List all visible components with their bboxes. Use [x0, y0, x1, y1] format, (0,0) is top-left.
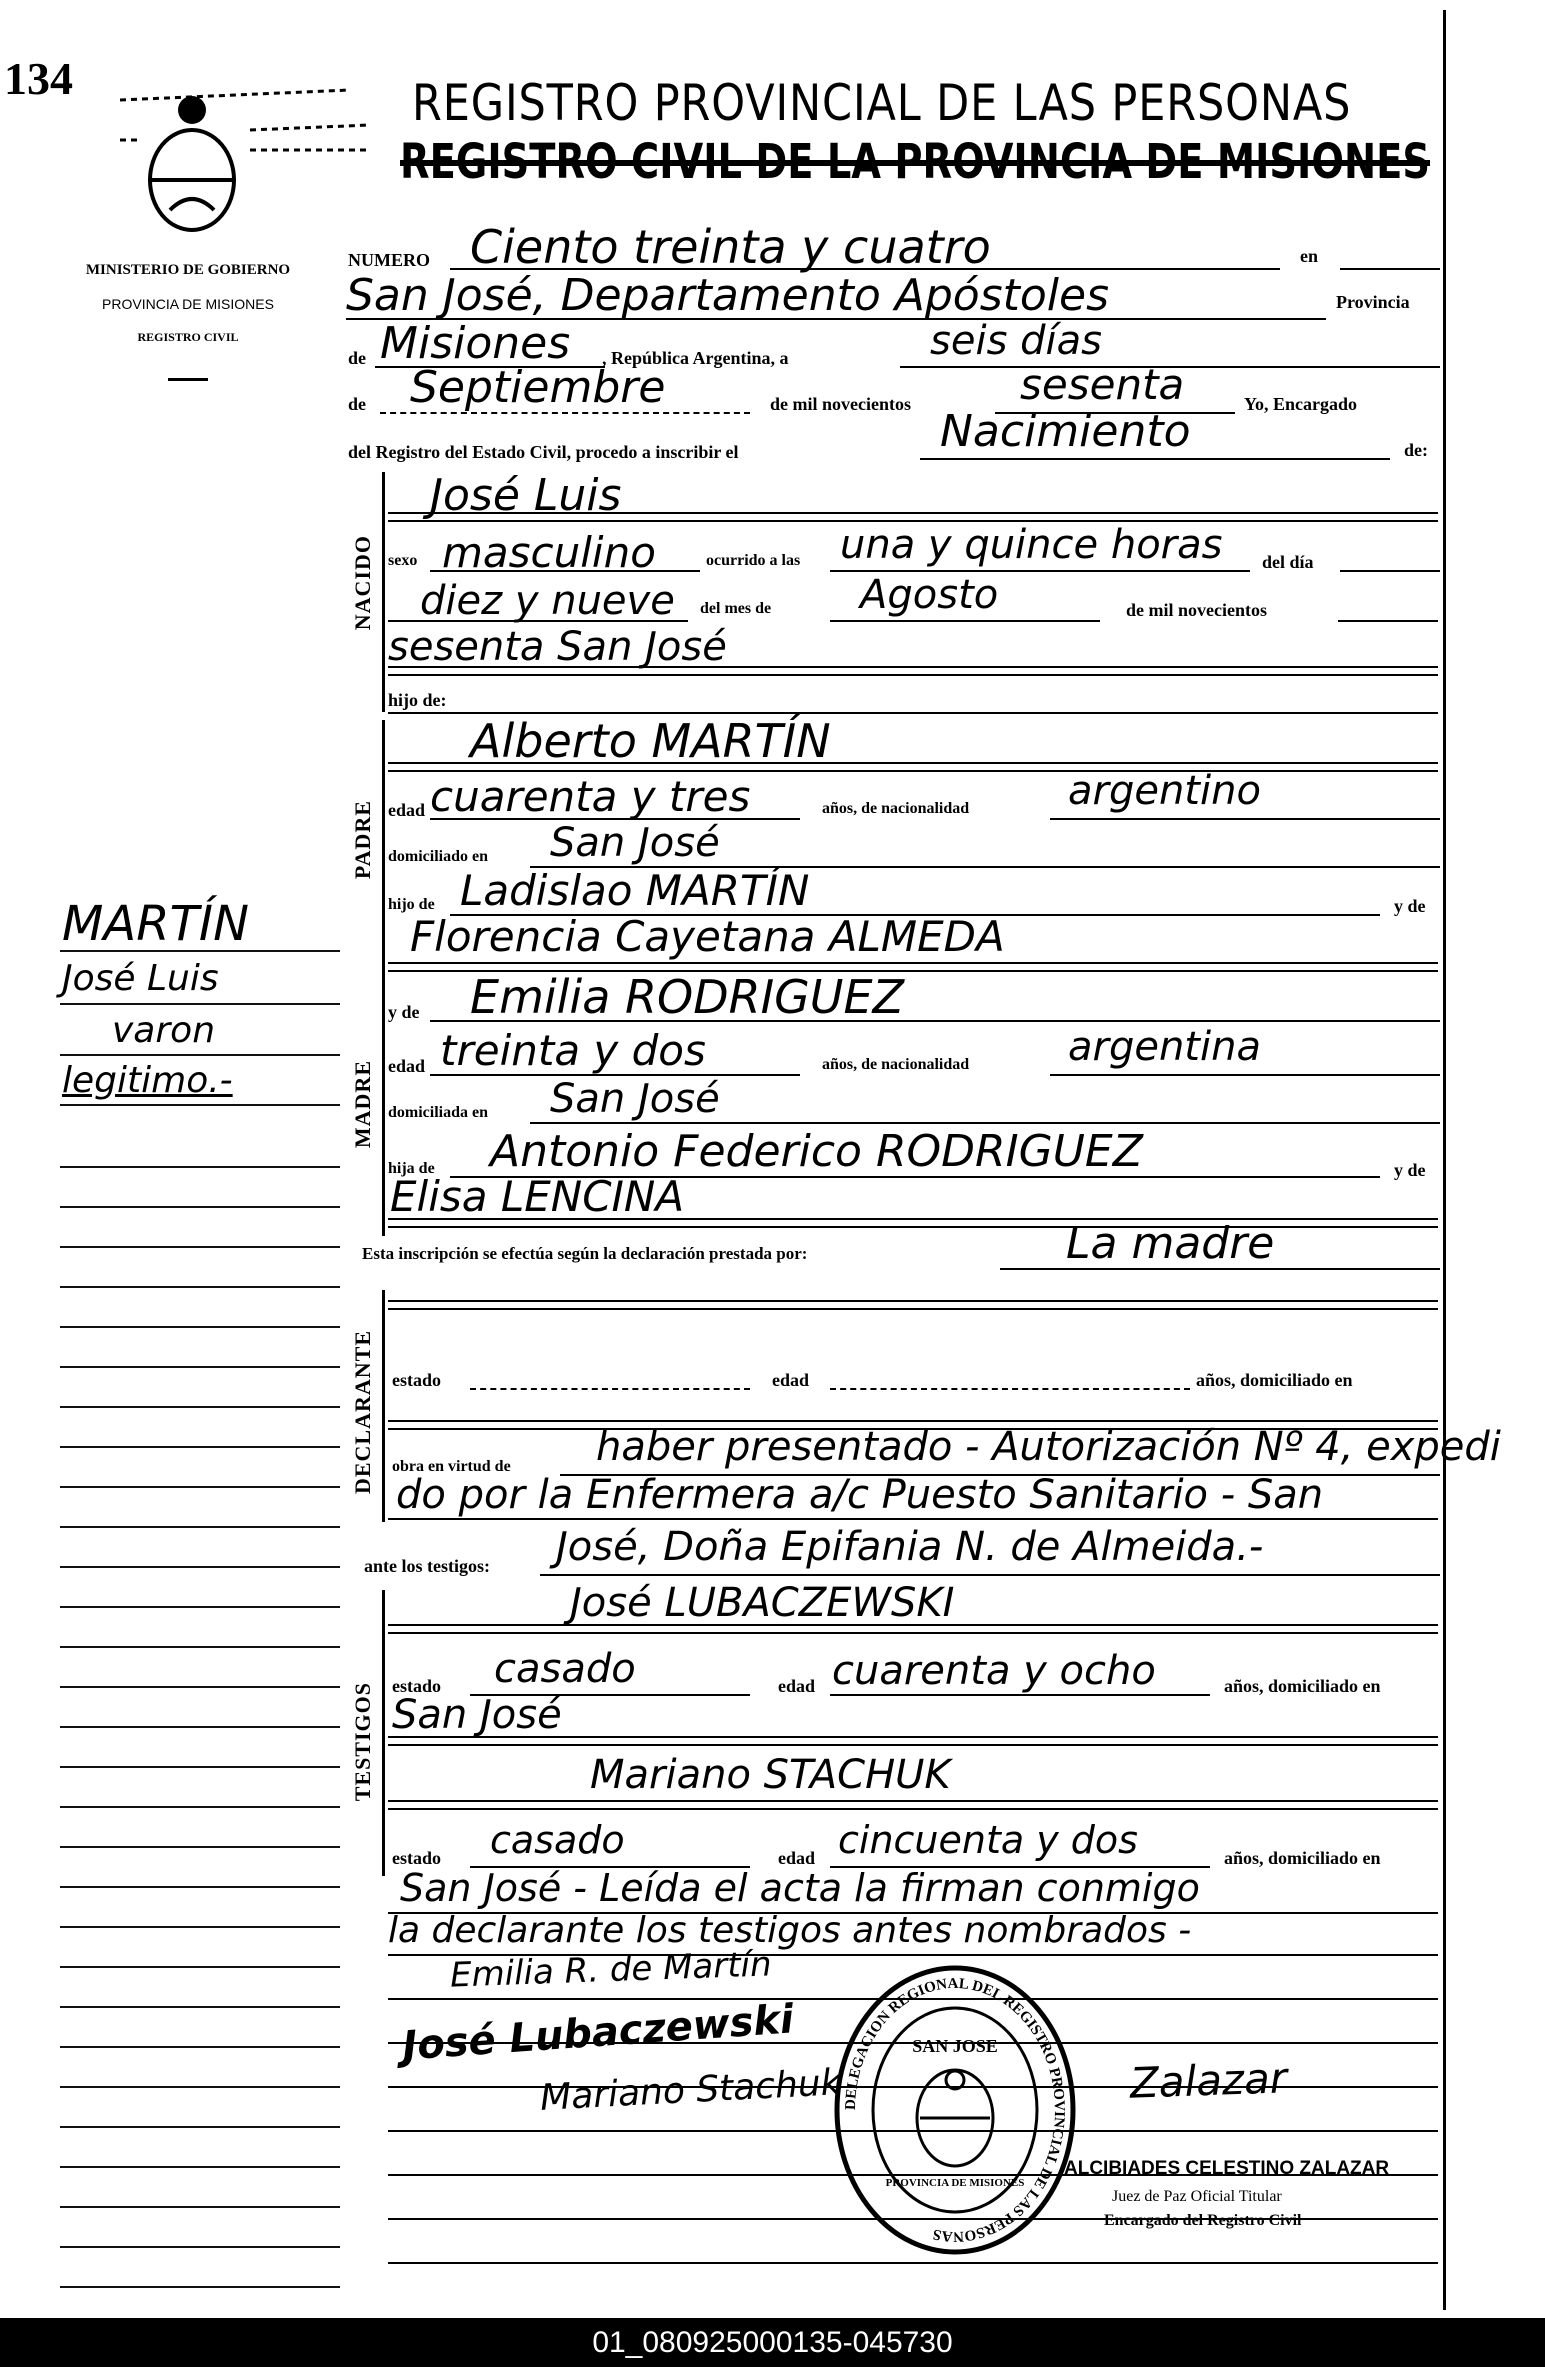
label-de: de [348, 348, 366, 368]
tipo-value: Nacimiento [940, 406, 1191, 457]
label-estado-t1: estado [392, 1676, 441, 1696]
testigo1-domicilio: San José [392, 1692, 562, 1738]
margin-status: legitimo.- [62, 1060, 233, 1101]
mes-value: Septiembre [410, 362, 666, 413]
padre-nombre: Alberto MARTÍN [470, 714, 831, 768]
nacido-sexo: masculino [442, 528, 656, 577]
label-inscripcion: Esta inscripción se efectúa según la declaración prestada por: [362, 1244, 808, 1263]
label-estado-declarante: estado [392, 1370, 441, 1390]
label-obra: obra en virtud de [392, 1458, 511, 1475]
testigo2-nombre: Mariano STACHUK [590, 1752, 951, 1798]
obra-line3: José, Doña Epifania N. de Almeida.- [556, 1524, 1264, 1570]
label-del-mes: del mes de [700, 600, 772, 617]
official-name: ALCIBIADES CELESTINO ZALAZAR [1064, 2158, 1390, 2179]
coat-of-arms-emblem [120, 80, 380, 240]
label-madre: MADRE [350, 1060, 375, 1149]
testigo2-edad: cincuenta y dos [838, 1818, 1138, 1862]
obra-line1: haber presentado - Autorización Nº 4, expedi [596, 1424, 1501, 1470]
label-padre: PADRE [350, 800, 375, 880]
label-anos-nac-padre: años, de nacionalidad [822, 800, 970, 817]
label-nacido: NACIDO [350, 535, 375, 631]
struck-title: REGISTRO CIVIL DE LA PROVINCIA DE MISIONES [400, 134, 1430, 190]
testigo2-domicilio: San José - Leída el acta la firman conmigo [400, 1866, 1200, 1910]
ministry-line1: MINISTERIO DE GOBIERNO [85, 262, 291, 278]
padre-padres2: Florencia Cayetana ALMEDA [410, 912, 1005, 961]
label-del-registro: del Registro del Estado Civil, procedo a inscribir el [348, 442, 739, 462]
label-hijo-de: hijo de: [388, 690, 447, 710]
label-de-colon: de: [1404, 440, 1428, 460]
nacido-anio-lugar: sesenta San José [388, 624, 727, 670]
signature-stachuk: Mariano Stachuk [539, 2062, 843, 2119]
page-border-right [1443, 10, 1446, 2310]
testigo1-nombre: José LUBACZEWSKI [570, 1580, 955, 1626]
label-de-mil: de mil novecientos [770, 394, 911, 414]
label-edad-t1: edad [778, 1676, 816, 1696]
nacido-mes: Agosto [860, 572, 999, 618]
ministry-line2: PROVINCIA DE MISIONES [102, 296, 274, 312]
margin-name: José Luis [62, 958, 219, 999]
label-de-mes: de [348, 394, 366, 414]
obra-line2: do por la Enfermera a/c Puesto Sanitario - San [396, 1472, 1324, 1518]
label-provincia: Provincia [1336, 292, 1410, 312]
label-declarante: DECLARANTE [350, 1330, 375, 1495]
lugar-value: San José, Departamento Apóstoles [346, 270, 1110, 321]
numero-value: Ciento treinta y cuatro [470, 220, 991, 274]
label-hija-de-madre: hija de [388, 1160, 435, 1177]
label-domiciliada-madre: domiciliada en [388, 1104, 489, 1121]
official-seal [830, 1960, 1080, 2260]
label-y-de-madre: y de [388, 1002, 420, 1022]
label-republica: , República Argentina, a [602, 348, 789, 368]
label-edad-t2: edad [778, 1848, 816, 1868]
seal-ring-text: DELEGACION REGIONAL DEL REGISTRO PROVINCIAL DE LAS PERSONAS [842, 1975, 1068, 2245]
testigo1-estado: casado [494, 1646, 636, 1692]
padre-edad: cuarenta y tres [430, 772, 751, 821]
testigo1-edad: cuarenta y ocho [832, 1648, 1156, 1694]
ministry-divider [168, 378, 208, 381]
nacido-hora: una y quince horas [840, 522, 1223, 568]
label-sexo: sexo [388, 552, 418, 569]
nacido-nombre: José Luis [430, 470, 622, 521]
madre-padres2: Elisa LENCINA [390, 1172, 685, 1221]
label-numero: NUMERO [348, 250, 430, 270]
madre-nacionalidad: argentina [1068, 1024, 1261, 1070]
padre-nacionalidad: argentino [1068, 768, 1261, 814]
label-ocurrido: ocurrido a las [706, 552, 801, 569]
nacido-dia: diez y nueve [420, 578, 675, 624]
footer-id: 01_080925000135-045730 [0, 2318, 1545, 2367]
padre-domicilio: San José [550, 820, 720, 866]
label-edad-padre: edad [388, 800, 426, 820]
anio-value: sesenta [1020, 360, 1185, 409]
madre-nombre: Emilia RODRIGUEZ [470, 970, 905, 1024]
label-en: en [1300, 246, 1318, 266]
label-anos-nac-madre: años, de nacionalidad [822, 1056, 970, 1073]
dia-value: seis días [930, 318, 1102, 364]
ministry-line3: REGISTRO CIVIL [137, 330, 239, 344]
testigo2-cierre: la declarante los testigos antes nombrados - [388, 1910, 1192, 1951]
label-anos-domic-declarante: años, domiciliado en [1196, 1370, 1353, 1390]
seal-center-bottom: PROVINCIA DE MISIONES [885, 2177, 1025, 2189]
label-edad-madre: edad [388, 1056, 426, 1076]
label-domiciliado-padre: domiciliado en [388, 848, 489, 865]
label-de-mil-nov: de mil novecientos [1126, 600, 1267, 620]
official-cargo1: Juez de Paz Oficial Titular [1112, 2188, 1282, 2205]
padre-padres1: Ladislao MARTÍN [460, 866, 810, 915]
signature-official: Zalazar [1129, 2053, 1288, 2108]
label-testigos: TESTIGOS [350, 1682, 375, 1802]
signature-lubaczewski: José Lubaczewski [400, 1996, 796, 2070]
madre-padres1: Antonio Federico RODRIGUEZ [490, 1126, 1143, 1177]
provincia-value: Misiones [380, 318, 571, 369]
margin-sex: varon [112, 1010, 216, 1051]
label-hijo-de-padre: hijo de [388, 896, 435, 913]
label-estado-t2: estado [392, 1848, 441, 1868]
label-anos-domic-t2: años, domiciliado en [1224, 1848, 1381, 1868]
seal-center-top: SAN JOSE [912, 2036, 998, 2056]
madre-edad: treinta y dos [440, 1026, 706, 1075]
label-y-de-madre2: y de [1394, 1160, 1426, 1180]
label-ante-testigos: ante los testigos: [364, 1556, 490, 1576]
label-y-de-padre: y de [1394, 896, 1426, 916]
declaracion-value: La madre [1066, 1218, 1275, 1269]
label-edad-declarante: edad [772, 1370, 810, 1390]
label-del-dia: del día [1262, 552, 1314, 572]
margin-surname: MARTÍN [62, 896, 249, 952]
madre-domicilio: San José [550, 1076, 720, 1122]
testigo2-estado: casado [490, 1818, 625, 1862]
label-anos-domic-t1: años, domiciliado en [1224, 1676, 1381, 1696]
signature-emilia: Emilia R. de Martín [449, 1944, 773, 1996]
official-cargo2: Encargado del Registro Civil [1104, 2212, 1302, 2229]
header-title: REGISTRO PROVINCIAL DE LAS PERSONAS [412, 74, 1352, 132]
label-yo-encargado: Yo, Encargado [1244, 394, 1358, 414]
page-number: 134 [4, 53, 73, 104]
